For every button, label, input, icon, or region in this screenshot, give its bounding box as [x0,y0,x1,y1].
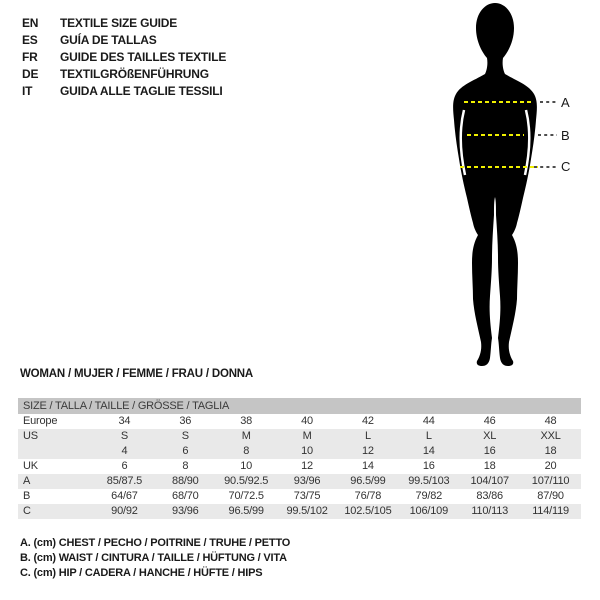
table-cell: 110/113 [471,505,509,517]
table-cell: 12 [301,460,313,472]
table-cell: 10 [240,460,253,472]
table-cell: 76/78 [354,490,382,502]
language-row-es [22,32,226,49]
table-cell: 64/67 [111,490,138,502]
language-title: GUIDA ALLE TAGLIE TESSILI [60,84,223,98]
language-row-en [22,15,226,32]
table-cell: 104/107 [470,475,509,487]
table-cell: 6 [121,460,128,472]
table-cell: 90.5/92.5 [224,475,269,487]
table-cell: 93/96 [293,475,321,487]
table-cell: 34 [118,415,131,427]
language-title: TEXTILE SIZE GUIDE [60,16,178,30]
table-cell: 42 [362,415,374,427]
row-label: C [23,505,31,517]
table-cell: 90/92 [111,505,138,517]
table-cell: 14 [422,445,435,457]
table-cell: 68/70 [172,490,199,502]
section-title: WOMAN / MUJER / FEMME / FRAU / DONNA [20,368,254,380]
table-cell: XXL [540,430,561,442]
table-cell: S [120,430,128,442]
table-row-uk [18,459,581,474]
row-label: UK [23,460,38,472]
marker-label-c: C [561,159,571,174]
table-cell: 88/90 [172,475,199,487]
language-code: EN [22,16,39,30]
table-row-us [18,429,581,444]
language-code: DE [22,67,39,81]
table-cell: 4 [121,445,128,457]
table-cell: 38 [240,415,253,427]
marker-label-a: A [561,95,570,110]
table-cell: 10 [301,445,313,457]
table-cell: 87/90 [537,490,564,502]
language-title: GUIDE DES TAILLES TEXTILE [60,50,227,64]
table-cell: S [181,430,189,442]
table-cell: 40 [301,415,313,427]
table-cell: 6 [182,445,189,457]
language-code: ES [22,33,38,47]
table-cell: XL [483,430,497,442]
measurement-legend [20,536,290,581]
legend-hip: C. (cm) HIP / CADERA / HANCHE / HÜFTE / HIPS [20,567,263,579]
table-row-europe [18,414,581,429]
table-cell: 8 [182,460,189,472]
table-cell: L [364,430,371,442]
woman-silhouette [420,0,570,370]
language-row-de [22,66,226,83]
table-cell: 20 [544,460,557,472]
table-cell: 18 [483,460,496,472]
row-label: Europe [23,415,58,427]
row-label: B [23,490,31,502]
language-title: GUÍA DE TALLAS [60,33,157,47]
language-title: TEXTILGRÖßENFÜHRUNG [60,67,209,81]
row-label: US [23,430,38,442]
table-cell: 96.5/99 [350,475,386,487]
table-cell: 73/75 [293,490,321,502]
marker-label-b: B [561,128,570,143]
table-cell: 99.5/103 [408,475,450,487]
language-code: IT [22,84,33,98]
table-row-chest-a [18,474,581,489]
table-cell: 46 [483,415,496,427]
table-cell: 12 [362,445,374,457]
language-row-fr [22,49,226,66]
size-table [18,398,581,519]
table-cell: 85/87.5 [106,475,143,487]
silhouette-shape [453,3,537,366]
legend-waist: B. (cm) WAIST / CINTURA / TAILLE / HÜFTUNG / VITA [20,552,287,564]
language-code: FR [22,50,38,64]
row-label: A [23,475,31,487]
table-row-us-numeric [18,444,581,459]
table-cell: 106/109 [409,505,448,517]
table-cell: 18 [544,445,557,457]
language-row-it [22,83,226,100]
table-cell: 70/72.5 [228,490,264,502]
table-cell: 99.5/102 [286,505,328,517]
row-label [18,444,94,459]
table-cell: 83/86 [476,490,503,502]
table-cell: 96.5/99 [228,505,264,517]
table-cell: 36 [179,415,192,427]
table-cell: 44 [422,415,435,427]
table-cell: 93/96 [172,505,199,517]
size-table-header: SIZE / TALLA / TAILLE / GRÖSSE / TAGLIA [18,398,581,414]
table-cell: 79/82 [415,490,443,502]
table-cell: 48 [544,415,557,427]
table-row-waist-b [18,489,581,504]
table-cell: 114/119 [532,505,569,517]
table-cell: M [241,430,251,442]
table-cell: M [302,430,312,442]
table-cell: 8 [243,445,250,457]
language-list [22,15,226,100]
table-cell: 102.5/105 [344,505,392,517]
legend-chest: A. (cm) CHEST / PECHO / POITRINE / TRUHE / PETTO [20,537,291,549]
table-cell: 16 [422,460,435,472]
table-cell: 14 [362,460,374,472]
table-row-hip-c [18,504,581,519]
table-cell: 107/110 [531,475,570,487]
table-cell: 16 [483,445,496,457]
table-cell: L [425,430,432,442]
